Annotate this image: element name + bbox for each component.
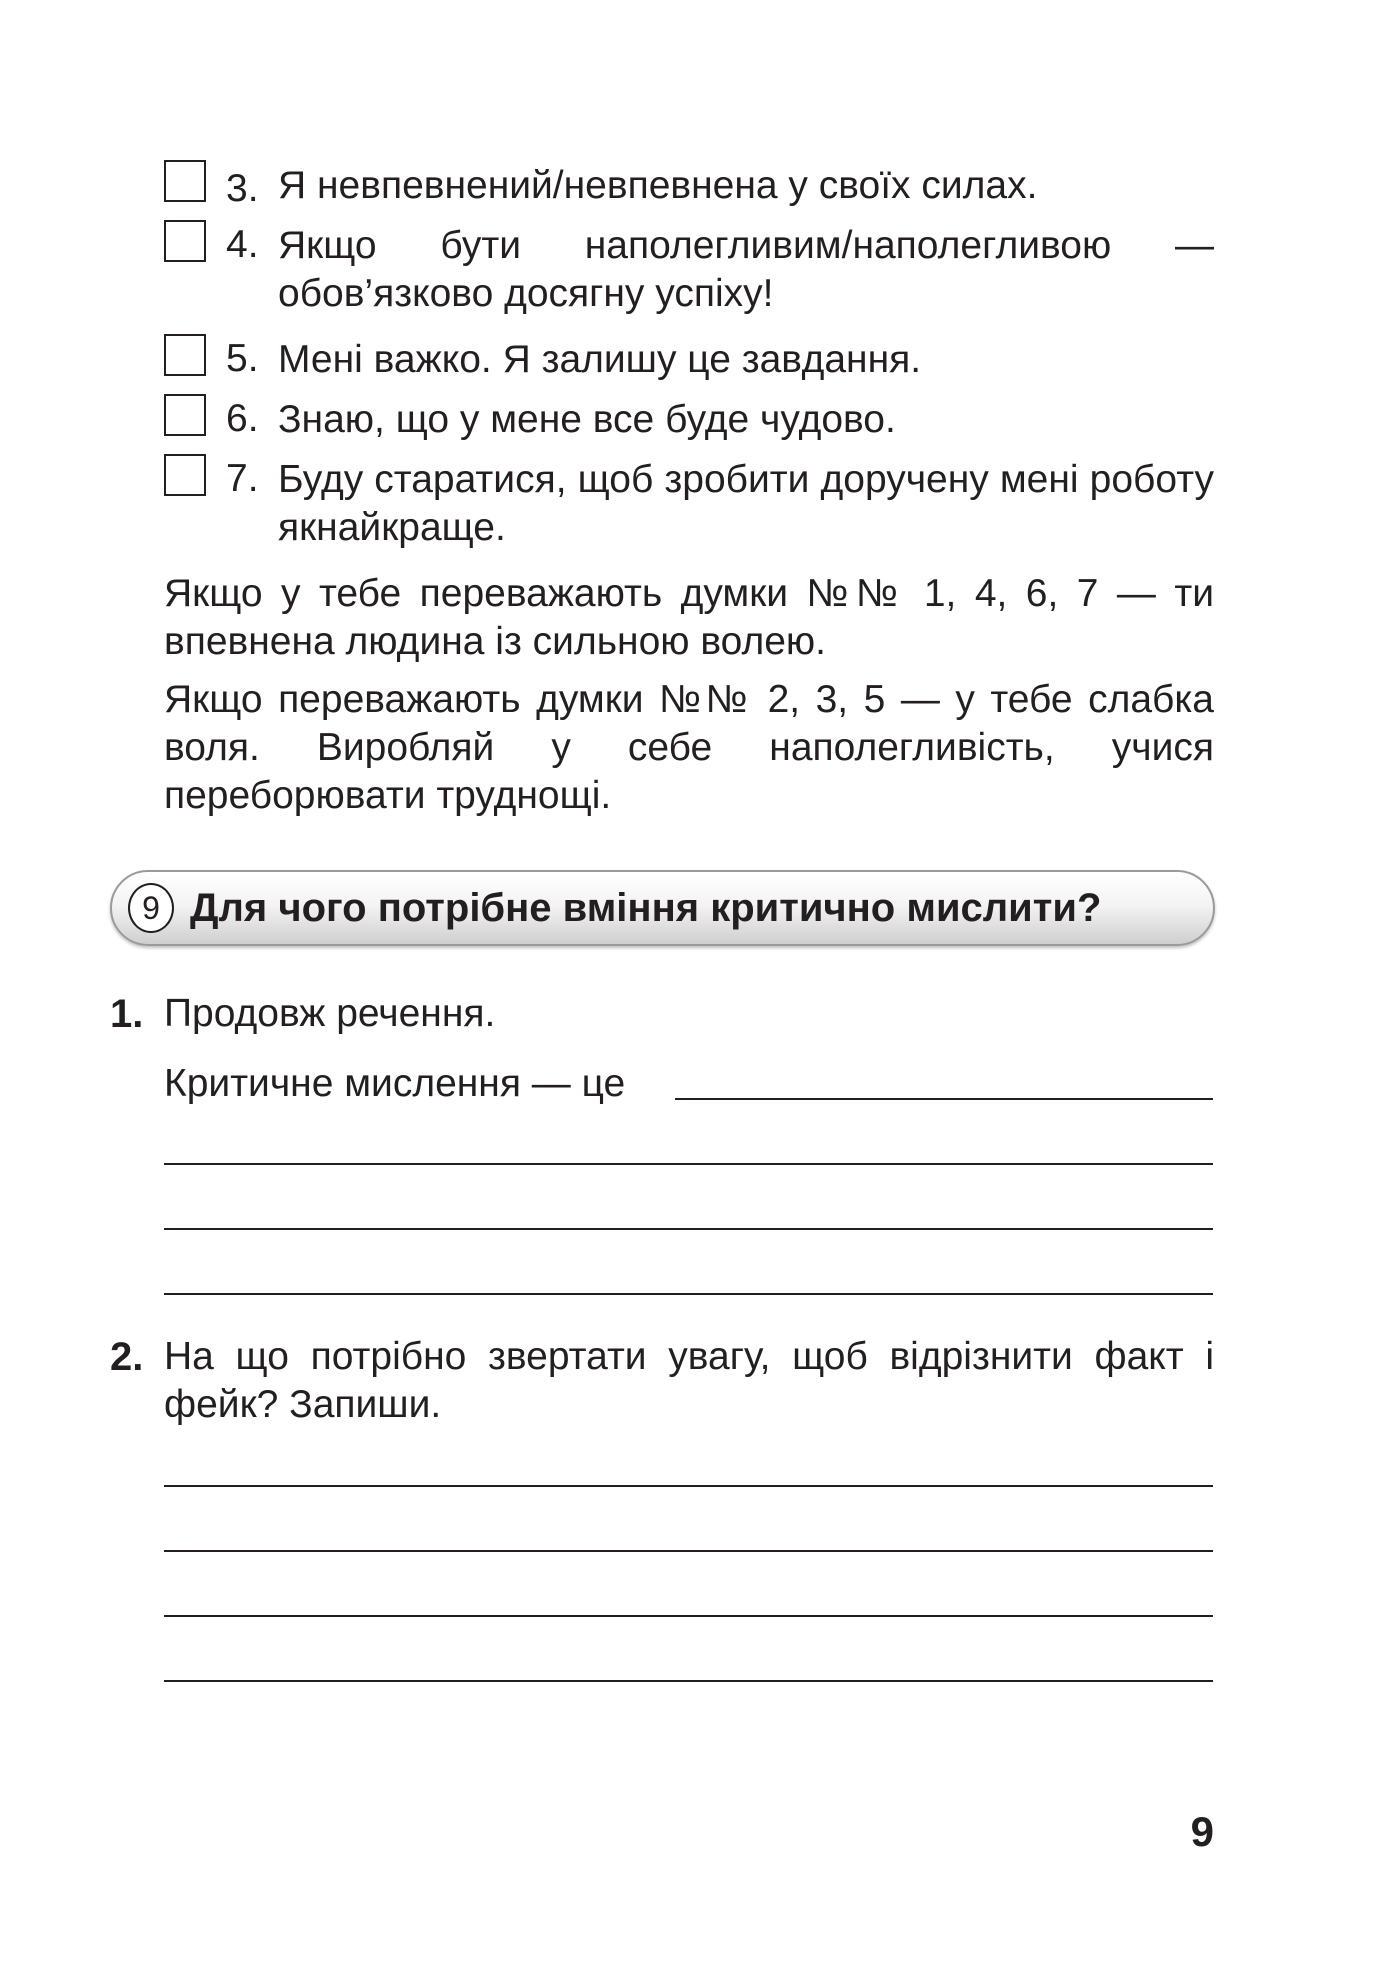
item-text: Мені важко. Я залишу це завдання. bbox=[278, 338, 922, 381]
item-text: Знаю, що у мене все буде чудово. bbox=[278, 398, 896, 441]
task-1-prompt: Критичне мислення — це bbox=[164, 1062, 626, 1105]
answer-line[interactable] bbox=[164, 1550, 1213, 1552]
answer-line[interactable] bbox=[675, 1098, 1213, 1100]
item-text: Я невпевнений/невпевнена у своїх силах. bbox=[278, 164, 1038, 207]
item-text: Буду старатися, щоб зробити доручену мені роботу якнайкраще. bbox=[278, 458, 1214, 549]
task-2-text: На що потрібно звертати увагу, щоб відрізнити факт і фейк? Запиши. bbox=[164, 1335, 1214, 1426]
task-1-number: 1. bbox=[110, 992, 144, 1036]
answer-line[interactable] bbox=[164, 1228, 1213, 1230]
task-2-number: 2. bbox=[110, 1335, 144, 1379]
checklist-item-6 bbox=[164, 390, 1214, 440]
item-number: 5. bbox=[226, 337, 259, 380]
page-number: 9 bbox=[1190, 1808, 1214, 1855]
checklist-item-5 bbox=[164, 330, 1214, 380]
checkbox-3[interactable] bbox=[164, 160, 206, 202]
item-number: 3. bbox=[226, 167, 259, 210]
answer-line[interactable] bbox=[164, 1680, 1213, 1682]
conclusion-strong-will: Якщо у тебе переважають думки №№ 1, 4, 6, 7 — ти впевнена людина із сильною волею. bbox=[164, 572, 1214, 663]
item-number: 4. bbox=[226, 223, 259, 266]
checkbox-6[interactable] bbox=[164, 394, 206, 436]
conclusion-weak-will: Якщо переважають думки №№ 2, 3, 5 — у тебе слабка воля. Виробляй у себе наполегливість, учися переборювати труднощі. bbox=[164, 678, 1214, 817]
answer-line[interactable] bbox=[164, 1293, 1213, 1295]
checklist-item-4 bbox=[164, 218, 1214, 318]
checkbox-4[interactable] bbox=[164, 220, 206, 262]
section-title: Для чого потрібне вміння критично мислити? bbox=[190, 886, 1102, 930]
answer-line[interactable] bbox=[164, 1163, 1213, 1165]
checkbox-5[interactable] bbox=[164, 334, 206, 376]
answer-line[interactable] bbox=[164, 1485, 1213, 1487]
checkbox-7[interactable] bbox=[164, 454, 206, 496]
item-number: 6. bbox=[226, 397, 259, 440]
item-number: 7. bbox=[226, 457, 259, 500]
item-text: Якщо бути наполегливим/наполегливою — обов’язково досягну успіху! bbox=[278, 224, 1214, 315]
task-1-text: Продовж речення. bbox=[164, 992, 496, 1035]
checklist-item-7 bbox=[164, 450, 1214, 550]
section-number-badge: 9 bbox=[128, 883, 174, 933]
checklist-item-3 bbox=[164, 160, 1214, 210]
answer-line[interactable] bbox=[164, 1615, 1213, 1617]
